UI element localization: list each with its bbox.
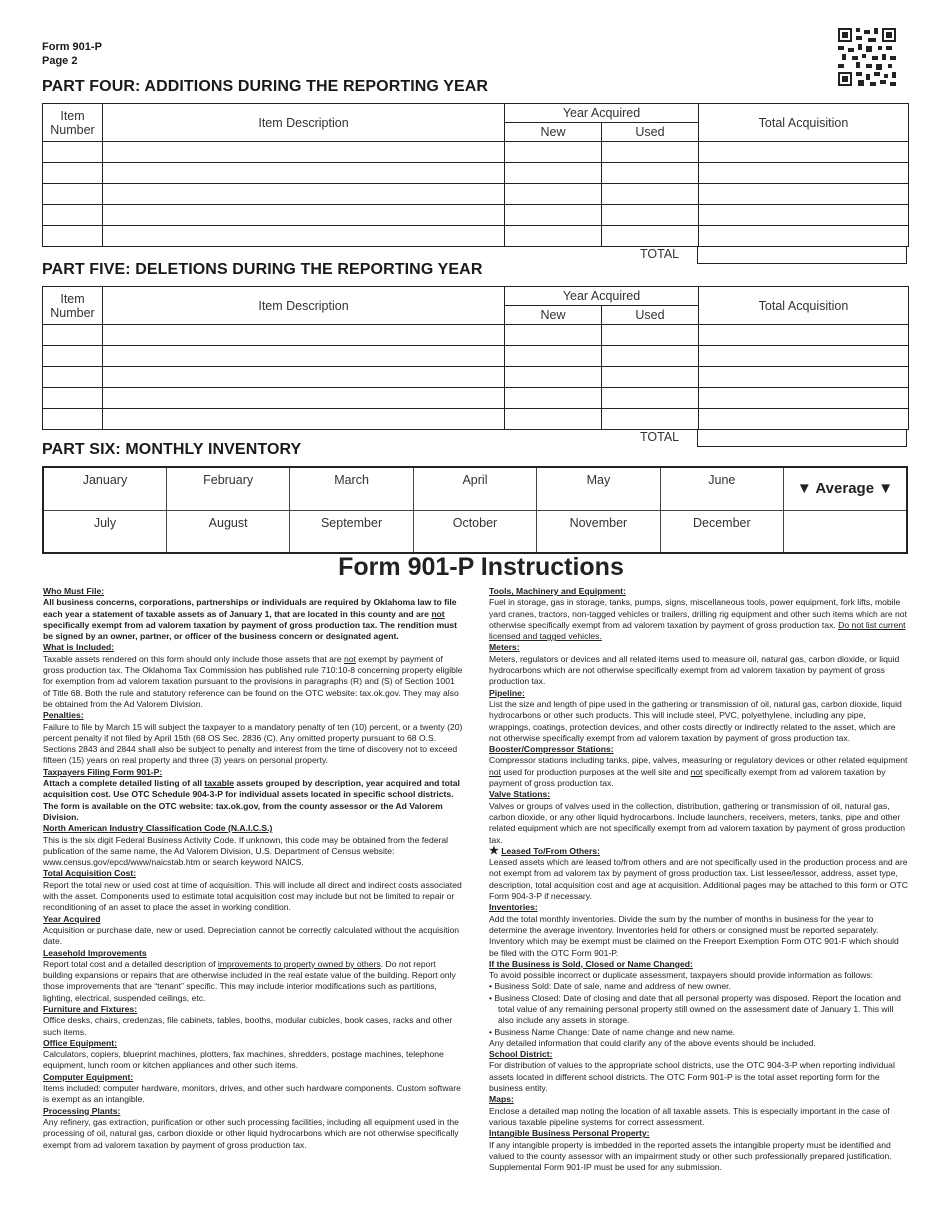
section-text: Add the total monthly inventories. Divide the sum by the number of months in business for the year to determine the average inventory. Inventories held for others or consigned must be reported separately. Inventory which may be exempt must be claimed on the Freeport Exemption Form OTC 901-F which should be filed with the OTC Form 901-P. [489,913,899,958]
section-text: Items included: computer hardware, monitors, drives, and other such hardware components. Custom software is exempt as an intangible. [43,1083,461,1105]
cell[interactable] [103,226,505,247]
cell[interactable] [602,367,699,388]
section-heading: Who Must File: [43,586,105,596]
total-acquisition-header: Total Acquisition [699,104,909,142]
part-five-title: PART FIVE: DELETIONS DURING THE REPORTING YEAR [42,261,483,278]
item-number-header: Item Number [43,104,103,142]
star-icon: ★ [489,844,499,857]
section-text: To avoid possible incorrect or duplicate assessment, taxpayers should provide information as follows: [489,970,874,981]
sold-list [489,981,909,1037]
section-heading: Tools, Machinery and Equipment: [489,586,626,596]
cell[interactable] [103,325,505,346]
list-item: • Business Sold: Date of sale, name and address of new owner. [489,981,731,992]
cell[interactable] [602,388,699,409]
cell[interactable] [103,388,505,409]
cell[interactable] [699,367,909,388]
cell[interactable] [43,325,103,346]
section-heading: Pipeline: [489,687,525,698]
cell[interactable] [699,142,909,163]
section-text: Compressor stations including tanks, pipe, valves, measuring or regulatory devices or other related equipment not used for production purposes at the well site and not specifically exempt from ad valorem taxation by payment of gross production tax. [489,755,908,789]
part-four-total-field[interactable] [697,246,907,264]
average-header [784,467,907,510]
cell[interactable] [43,388,103,409]
cell[interactable] [103,409,505,430]
cell[interactable] [43,346,103,367]
qr-code-icon [838,28,896,86]
section-text: List the size and length of pipe used in the gathering or transmission of oil, natural gas, carbon dioxide, liquid hydrocarbons or other such products. This will include steel, PVC, polyethylene, including any pipe, wrappings, coatings, protection devices, and other costs directly or indirectly related to the asset, which are not otherwise specifically exempt from ad valorem taxation by payment of gross production tax. [489,698,902,743]
section-heading: Total Acquisition Cost: [43,868,137,879]
cell[interactable] [505,205,602,226]
cell[interactable] [103,184,505,205]
leased-heading-row [489,846,909,857]
month-april[interactable]: April [413,467,536,510]
section-text: If any intangible property is imbedded in the reported assets the intangible property must be identified and valued to the county assessor with an impairment study or other such professionally prepared justification. Supplemental Form 901-IP must be used for any submission. [489,1139,892,1173]
cell[interactable] [602,163,699,184]
cell[interactable] [699,346,909,367]
section-text: Any refinery, gas extraction, purification or other such processing facilities, including all equipment used in the processing of oil, natural gas, carbon dioxide or other liquid hydrocarbons which are not otherwise specifically exempt from ad valorem taxation by payment of gross production tax. [43,1116,459,1150]
item-description-header: Item Description [103,104,505,142]
cell[interactable] [43,163,103,184]
cell[interactable] [602,325,699,346]
cell[interactable] [43,142,103,163]
cell[interactable] [699,184,909,205]
part-four-title: PART FOUR: ADDITIONS DURING THE REPORTING YEAR [42,78,489,95]
section-text: For distribution of values to the appropriate school districts, use the OTC 904-3-P when reporting individual assets located in different school districts. The OTC Form 901-P is the total asset reporting form for the business entity. [489,1060,895,1094]
section-heading: Intangible Business Personal Property: [489,1128,650,1139]
monthly-inventory-table [42,466,908,554]
section-text: Acquisition or purchase date, new or used. Depreciation cannot be correctly calculated without the acquisition date. [43,924,460,947]
cell[interactable] [505,163,602,184]
section-heading: Furniture and Fixtures: [43,1003,138,1014]
section-text: Valves or groups of valves used in the collection, distribution, gathering or transmission of oil, natural gas, carbon dioxide, or any other liquid hydrocarbons. Include launchers, receivers, meters, tanks, pipe and other related equipment which are not specifically exempt from ad valorem taxation by payment of gross production tax. [489,800,906,845]
arrow-down-icon: ▼ [796,480,812,498]
section-text: Enclose a detailed map noting the location of all taxable assets. This is especially important in the case of various taxable pipeline systems for correct assessment. [489,1105,890,1127]
cell[interactable] [699,388,909,409]
section-text: Failure to file by March 15 will subject the taxpayer to a mandatory penalty of ten (10) percent, or a twenty (20) percent penalty if not filed by April 15th (68 OS Sec. 2836 (C). Any omitted property pursuant to 68 O.S. Sections 2843 and 2844 shall also be subject to penalty and interest from the time of discovery not to exceed fifteen (15) years on real property and three (3) years on personal property. [43,721,463,766]
new-header: New [505,123,602,142]
month-december[interactable]: December [660,510,783,553]
section-heading: Penalties: [43,710,84,721]
part-five-table [42,286,909,430]
total-acquisition-header: Total Acquisition [699,287,909,325]
cell[interactable] [505,409,602,430]
section-heading: Computer Equipment: [43,1071,134,1082]
part-six-title: PART SIX: MONTHLY INVENTORY [42,441,302,458]
section-heading: Office Equipment: [43,1037,118,1048]
year-acquired-header: Year Acquired [505,287,699,306]
section-text: Calculators, copiers, blueprint machines, plotters, fax machines, shredders, postage machines, telephone equipment, lunch room or kitchen appliances and other such items. [43,1049,444,1071]
arrow-down-icon: ▼ [878,480,894,498]
section-heading: Taxpayers Filing Form 901-P: [43,766,163,777]
cell[interactable] [103,367,505,388]
new-header: New [505,306,602,325]
cell[interactable] [699,409,909,430]
section-heading: Maps: [489,1094,514,1105]
cell[interactable] [103,142,505,163]
cell[interactable] [103,205,505,226]
section-text: Report total cost and a detailed description of improvements to property owned by others. Do not report building expansions or repairs that are otherwise included in the real estate value of the building. Report only those improvements that are “tenant” specific. This may include interior modifications such as partitions, lighting, electrical, suspended ceilings, etc. [43,958,456,1003]
section-heading: Leased To/From Others: [501,845,600,856]
form-number: Form 901-P [42,41,102,53]
part-four-table [42,103,909,247]
instructions-title: Form 901-P Instructions [338,553,624,581]
month-september[interactable]: September [290,510,413,553]
cell[interactable] [602,142,699,163]
list-item: • Business Name Change: Date of name change and new name. [489,1026,736,1037]
section-heading: Booster/Compressor Stations: [489,744,614,755]
section-text: Office desks, chairs, credenzas, file cabinets, tables, booths, modular cubicles, book cases, racks and other such items. [43,1015,453,1037]
month-october[interactable]: October [413,510,536,553]
month-february[interactable]: February [166,467,289,510]
part-five-total-label: TOTAL [640,430,680,444]
cell[interactable] [602,226,699,247]
instructions-right-column [489,586,909,1173]
average-label: Average [815,480,875,498]
section-heading: Inventories: [489,902,538,913]
cell[interactable] [43,367,103,388]
month-march[interactable]: March [290,467,413,510]
section-heading: North American Industry Classification Code (N.A.I.C.S.) [43,823,273,834]
form-identifier [42,40,102,68]
section-text: Attach a complete detailed listing of all taxable assets grouped by description, year acquired and total acquisition cost. Use OTC Schedule 904-3-P for individual assets located in specific school districts. The form is available on the OTC website: tax.ok.gov, from the county assessor or the Ad Valorem Division. [43,778,460,822]
used-header: Used [602,123,699,142]
section-text: Meters, regulators or devices and all related items used to measure oil, natural gas, carbon dioxide, or liquid hydrocarbons which are not otherwise specifically exempt from ad valorem taxation by payment of gross production tax. [489,653,900,687]
section-text: Taxable assets rendered on this form should only include those assets that are not exempt by payment of gross production tax. The Oklahoma Tax Commission has published rule 710:10-8 concerning property eligible for exemption from ad valorem taxation pursuant to the provisions in paragraphs (R) and (S) of Section 1001 of Title 68. Both the rule and statutory reference can be found on the OTC website: tax.ok.gov. They may also be obtained from the Ad Valorem Division. [43,653,463,709]
list-item: • Business Closed: Date of closing and date that all personal property was disposed. Report the location and total value of any remaining personal property still owned on the assessment date of January 1. This will also include any assets in storage. [489,992,901,1026]
section-text: Any detailed information that could clarify any of the above events should be included. [489,1037,816,1048]
month-july[interactable]: July [43,510,166,553]
cell[interactable] [602,409,699,430]
month-june[interactable]: June [660,467,783,510]
section-heading: What is Included: [43,642,115,653]
section-text: Fuel in storage, gas in storage, tanks, pumps, signs, miscellaneous tools, power equipment, fork lifts, mobile yard cranes, tractors, non-tagged vehicles or trailers, drilling rig equipment and other such items which are not otherwise specifically exempt from ad valorem taxation by payment of gross production tax. Do not list current licensed and tagged vehicles. [489,597,907,642]
section-text: All business concerns, corporations, partnerships or individuals are required by Oklahoma law to file each year a statement of taxable assets as of January 1, that are located in this county and are not specifically exempt from ad valorem taxation by payment of gross production tax. The rendition must be signed by an owner, partner, or officer of the business concern or designated agent. [43,597,458,642]
cell[interactable] [602,346,699,367]
cell[interactable] [505,346,602,367]
cell[interactable] [43,409,103,430]
month-november[interactable]: November [537,510,660,553]
cell[interactable] [505,226,602,247]
cell[interactable] [699,163,909,184]
section-heading: Meters: [489,642,520,653]
cell[interactable] [505,142,602,163]
cell[interactable] [505,325,602,346]
cell[interactable] [505,367,602,388]
section-heading: School District: [489,1049,553,1060]
cell[interactable] [43,205,103,226]
section-text: Report the total new or used cost at time of acquisition. This will include all direct and indirect costs associated with the asset. Components used to estimate total acquisition cost may include but not be limited to repair or reconditioning of an asset to place the asset in working condition. [43,879,462,913]
instructions-left-column [43,586,463,1151]
section-heading: Year Acquired [43,913,101,924]
month-may[interactable]: May [537,467,660,510]
cell[interactable] [505,388,602,409]
cell[interactable] [505,184,602,205]
cell[interactable] [103,346,505,367]
cell[interactable] [699,205,909,226]
section-heading: If the Business is Sold, Closed or Name Changed: [489,958,693,969]
cell[interactable] [43,184,103,205]
section-heading: Leasehold Improvements [43,947,147,958]
cell[interactable] [103,163,505,184]
month-january[interactable]: January [43,467,166,510]
average-value-field[interactable] [784,510,907,553]
cell[interactable] [43,226,103,247]
item-number-header: Item Number [43,287,103,325]
used-header: Used [602,306,699,325]
month-august[interactable]: August [166,510,289,553]
part-four-total-label: TOTAL [640,247,680,261]
cell[interactable] [699,226,909,247]
section-heading: Processing Plants: [43,1105,121,1116]
cell[interactable] [602,184,699,205]
cell[interactable] [699,325,909,346]
item-description-header: Item Description [103,287,505,325]
section-text: This is the six digit Federal Business Activity Code. If unknown, this code may be obtained from the federal publication of the same name, the Ad Valorem Division, U.S. Department of Census website: www.census.gov/epcd/www/naicstab.htm or search keyword NAICS. [43,834,449,868]
part-five-total-field[interactable] [697,429,907,447]
year-acquired-header: Year Acquired [505,104,699,123]
section-text: Leased assets which are leased to/from others and are not specifically used in the production process and are not exempt from ad valorem tax by payment of gross production tax. List lessee/lessor, address, asset type, description, total acquisition cost and age at acquisition. Additional pages may be attached to this form or OTC Form 904-3-P if necessary. [489,857,908,902]
page-number: Page 2 [42,55,78,67]
cell[interactable] [602,205,699,226]
section-heading: Valve Stations: [489,789,551,800]
